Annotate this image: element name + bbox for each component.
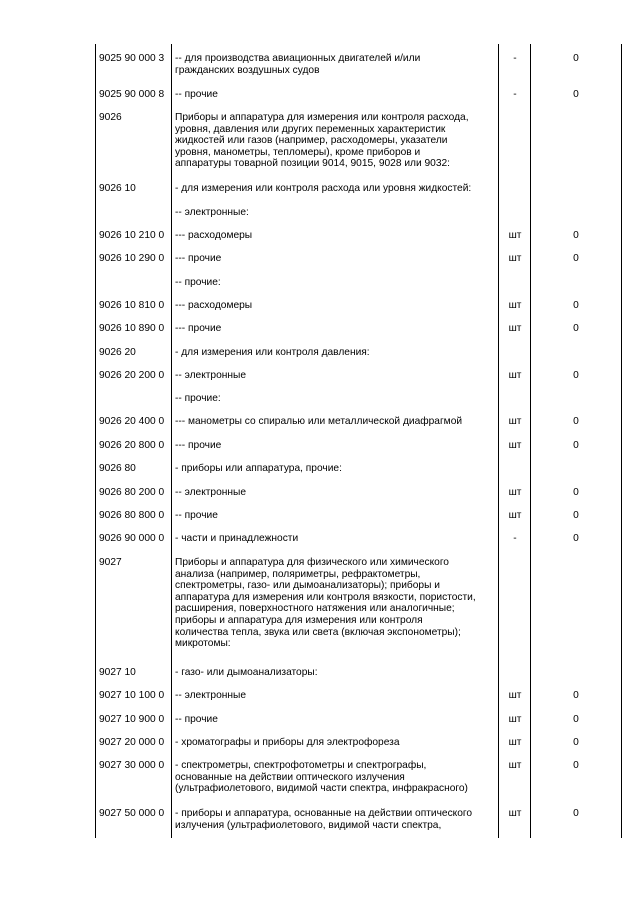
unit-of-measure: - [513, 533, 517, 544]
goods-description: -- прочие: [175, 393, 221, 404]
unit-of-measure: шт [508, 690, 522, 701]
duty-rate: 0 [573, 690, 579, 701]
duty-rate: 0 [573, 714, 579, 725]
goods-description: -- электронные [175, 690, 247, 701]
unit-of-measure: шт [508, 737, 522, 748]
tnved-code: 9026 [99, 112, 122, 123]
goods-description: -- прочие: [175, 277, 221, 288]
tnved-code: 9026 10 210 0 [99, 230, 165, 241]
tnved-code: 9026 10 890 0 [99, 323, 165, 334]
duty-rate: 0 [573, 440, 579, 451]
duty-rate: 0 [573, 323, 579, 334]
column-rule-unit [530, 44, 531, 838]
goods-description: Приборы и аппаратура для измерения или контроля расхода, уровня, давления или других переменных характеристик жидкостей или газов (например, расходомеры, указатели уровня, манометры, тепломеры), кроме приборов и аппаратуры товарной позиции 9014, 9015, 9028 или 9032: [175, 112, 469, 170]
goods-description: - газо- или дымоанализаторы: [175, 667, 318, 678]
goods-description: - спектрометры, спектрофотометры и спектрографы, основанные на действии оптического излучения (ультрафиолетового, видимой части спектра, инфракрасного) [175, 760, 468, 795]
tnved-code: 9027 [99, 557, 122, 568]
unit-of-measure: шт [508, 487, 522, 498]
goods-description: - для измерения или контроля давления: [175, 347, 370, 358]
tnved-code: 9027 10 900 0 [99, 714, 165, 725]
unit-of-measure: шт [508, 440, 522, 451]
goods-description: - приборы и аппаратура, основанные на действии оптического излучения (ультрафиолетового, видимой части спектра, [175, 808, 473, 831]
unit-of-measure: шт [508, 760, 522, 771]
tnved-code: 9025 90 000 8 [99, 89, 165, 100]
column-rule-right [621, 44, 622, 838]
unit-of-measure: шт [508, 808, 522, 819]
goods-description: Приборы и аппаратура для физического или химического анализа (например, поляриметры, рефрактометры, спектрометры, газо- или дымоанализаторы); приборы и аппаратура для измерения или контроля вязкости, пористости, расширения, поверхностного натяжения или аналогичные; приборы и аппаратура для измерения или контроля количества тепла, звука или света (включая экспонометры); микротомы: [175, 557, 476, 650]
unit-of-measure: шт [508, 370, 522, 381]
duty-rate: 0 [573, 253, 579, 264]
goods-description: --- расходомеры [175, 230, 253, 241]
goods-description: -- электронные [175, 487, 247, 498]
tnved-code: 9026 20 200 0 [99, 370, 165, 381]
tnved-code: 9026 20 800 0 [99, 440, 165, 451]
goods-description: - части и принадлежности [175, 533, 299, 544]
unit-of-measure: шт [508, 714, 522, 725]
tnved-code: 9025 90 000 3 [99, 53, 165, 64]
goods-description: -- прочие [175, 714, 218, 725]
duty-rate: 0 [573, 53, 579, 64]
tnved-code: 9026 10 [99, 183, 136, 194]
tnved-code: 9026 10 810 0 [99, 300, 165, 311]
column-rule-code [171, 44, 172, 838]
goods-description: --- прочие [175, 440, 222, 451]
duty-rate: 0 [573, 760, 579, 771]
tnved-code: 9026 80 800 0 [99, 510, 165, 521]
unit-of-measure: шт [508, 416, 522, 427]
tnved-code: 9027 10 100 0 [99, 690, 165, 701]
tnved-code: 9026 20 [99, 347, 136, 358]
unit-of-measure: шт [508, 253, 522, 264]
goods-description: - приборы или аппаратура, прочие: [175, 463, 342, 474]
tnved-code: 9027 10 [99, 667, 136, 678]
unit-of-measure: - [513, 89, 517, 100]
duty-rate: 0 [573, 510, 579, 521]
duty-rate: 0 [573, 300, 579, 311]
duty-rate: 0 [573, 416, 579, 427]
tnved-code: 9027 30 000 0 [99, 760, 165, 771]
tnved-code: 9027 20 000 0 [99, 737, 165, 748]
goods-description: -- электронные: [175, 207, 249, 218]
duty-rate: 0 [573, 370, 579, 381]
unit-of-measure: шт [508, 230, 522, 241]
tnved-code: 9027 50 000 0 [99, 808, 165, 819]
goods-description: -- для производства авиационных двигателей и/или гражданских воздушных судов [175, 53, 421, 76]
goods-description: -- электронные [175, 370, 247, 381]
goods-description: -- прочие [175, 89, 218, 100]
goods-description: --- расходомеры [175, 300, 253, 311]
duty-rate: 0 [573, 487, 579, 498]
tnved-code: 9026 80 [99, 463, 136, 474]
column-rule-left [95, 44, 96, 838]
duty-rate: 0 [573, 533, 579, 544]
duty-rate: 0 [573, 737, 579, 748]
goods-description: --- прочие [175, 253, 222, 264]
tnved-code: 9026 20 400 0 [99, 416, 165, 427]
goods-description: - хроматографы и приборы для электрофореза [175, 737, 400, 748]
unit-of-measure: шт [508, 300, 522, 311]
duty-rate: 0 [573, 89, 579, 100]
goods-description: --- прочие [175, 323, 222, 334]
goods-description: --- манометры со спиралью или металлической диафрагмой [175, 416, 463, 427]
duty-rate: 0 [573, 230, 579, 241]
unit-of-measure: - [513, 53, 517, 64]
tnved-code: 9026 90 000 0 [99, 533, 165, 544]
tnved-code: 9026 80 200 0 [99, 487, 165, 498]
goods-description: - для измерения или контроля расхода или уровня жидкостей: [175, 183, 472, 194]
tnved-code: 9026 10 290 0 [99, 253, 165, 264]
unit-of-measure: шт [508, 323, 522, 334]
duty-rate: 0 [573, 808, 579, 819]
unit-of-measure: шт [508, 510, 522, 521]
goods-description: -- прочие [175, 510, 218, 521]
